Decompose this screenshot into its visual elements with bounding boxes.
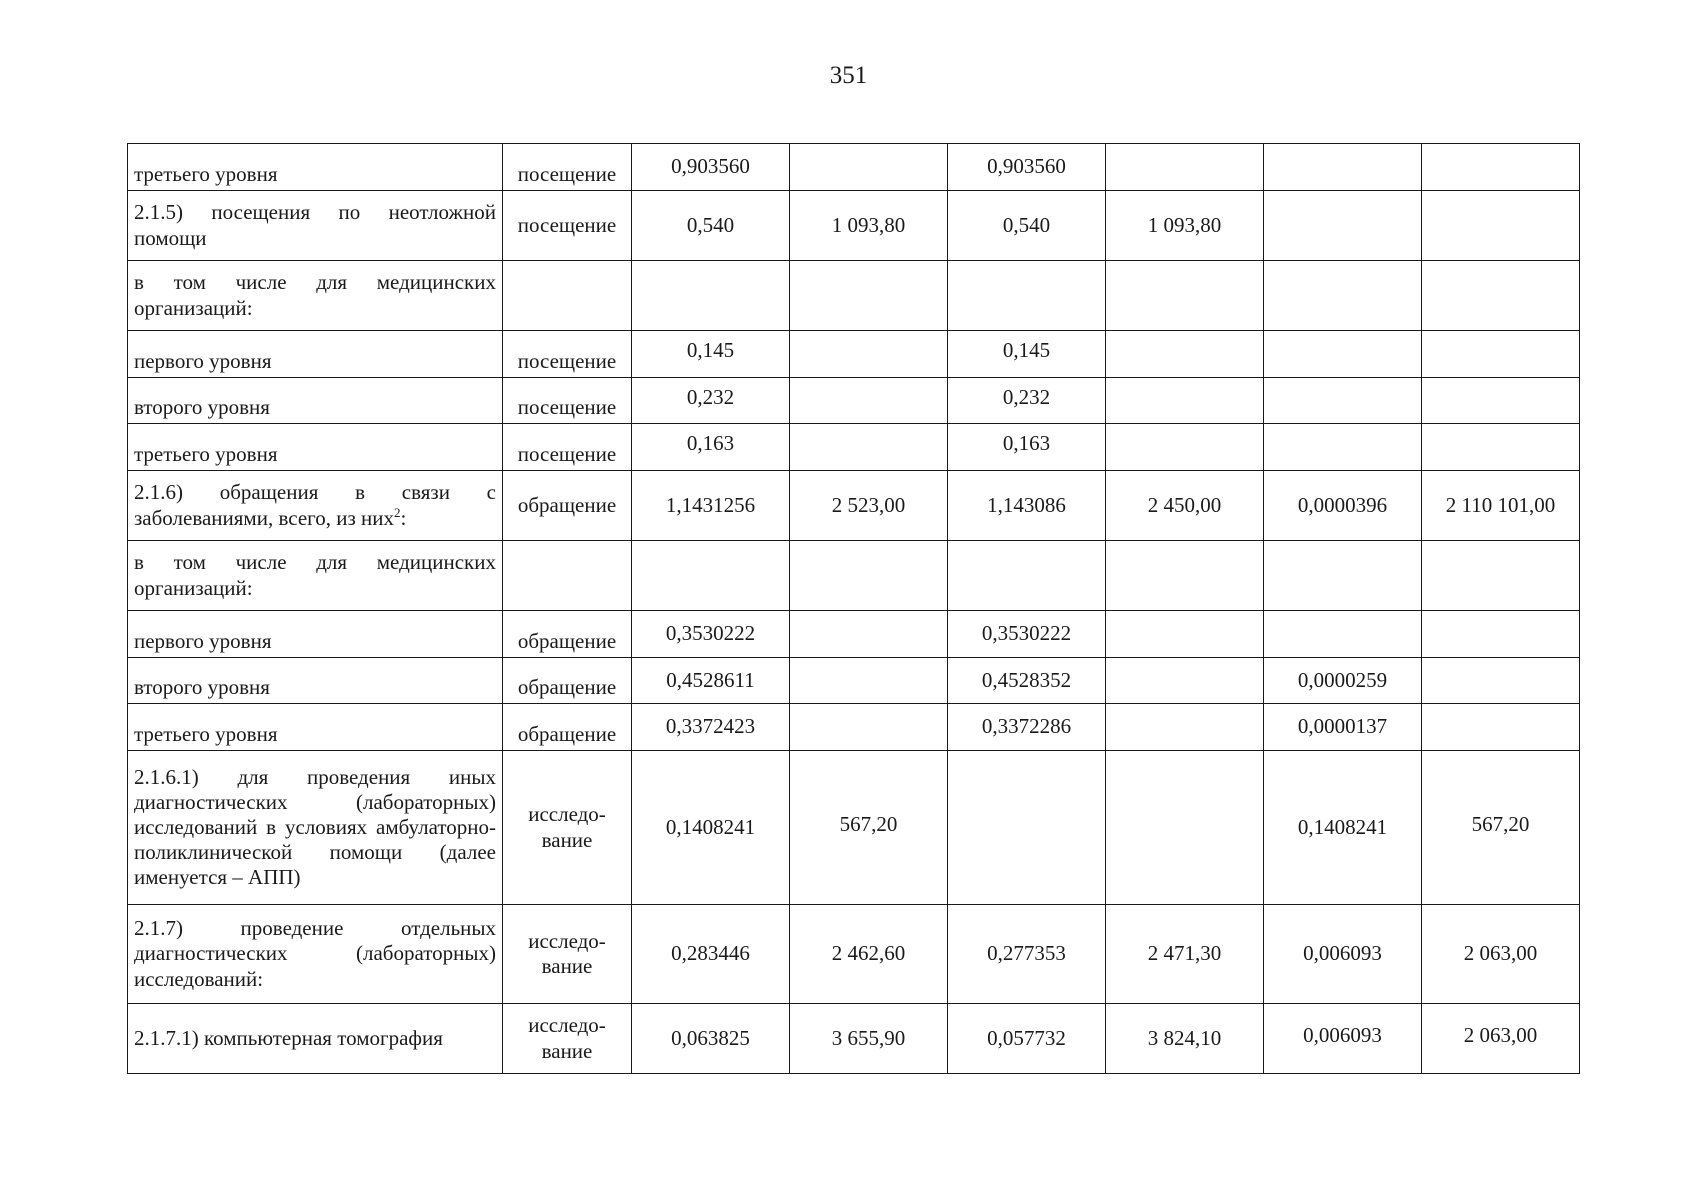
cell-value: 0,540 [948,191,1106,261]
cell-value: 0,540 [632,191,790,261]
cell-value: 2 063,00 [1422,905,1580,1004]
cell-value [1264,144,1422,191]
cell-value: 2 063,00 [1422,1004,1580,1074]
cell-value [1422,261,1580,331]
row-name [128,471,503,541]
cell-value: 0,3372286 [948,704,1106,751]
cell-value: 0,145 [948,331,1106,378]
cell-value: 2 450,00 [1106,471,1264,541]
cell-value [1264,541,1422,611]
row-name: первого уровня [128,611,503,658]
row-unit [503,261,632,331]
row-name-tail: : [400,505,407,530]
cell-value: 2 462,60 [790,905,948,1004]
cell-value [1422,704,1580,751]
cell-value: 0,0000396 [1264,471,1422,541]
row-unit [503,541,632,611]
cell-value [1264,378,1422,424]
table-row [128,471,1580,541]
data-table [127,143,1580,1074]
cell-value: 0,3372423 [632,704,790,751]
cell-value [1106,611,1264,658]
table-row [128,704,1580,751]
table-row [128,541,1580,611]
row-unit: обращение [503,611,632,658]
row-name: третьего уровня [128,704,503,751]
row-name: 2.1.5) посещения по неотложной помощи [128,191,503,261]
footnote-mark: 2 [394,504,401,520]
table-row [128,1004,1580,1074]
table-row [128,751,1580,905]
cell-value [1422,424,1580,471]
table-row [128,611,1580,658]
row-unit: посещение [503,191,632,261]
row-name: первого уровня [128,331,503,378]
cell-value [1106,658,1264,704]
cell-value: 3 655,90 [790,1004,948,1074]
cell-value: 0,3530222 [948,611,1106,658]
row-unit: исследо-вание [503,751,632,905]
cell-value [1106,144,1264,191]
cell-value [1106,541,1264,611]
cell-value [1422,331,1580,378]
row-name-text: 2.1.6) обращения в связи с заболеваниями, всего, из них [134,480,496,530]
cell-value [790,424,948,471]
cell-value [1106,261,1264,331]
row-unit: обращение [503,471,632,541]
cell-value: 0,006093 [1264,1004,1422,1074]
cell-value: 0,006093 [1264,905,1422,1004]
cell-value [1264,424,1422,471]
row-unit: посещение [503,144,632,191]
cell-value [1422,144,1580,191]
row-unit: обращение [503,704,632,751]
cell-value: 0,1408241 [632,751,790,905]
cell-value [1422,658,1580,704]
cell-value [948,541,1106,611]
row-unit: исследо-вание [503,905,632,1004]
cell-value: 1 093,80 [1106,191,1264,261]
row-unit: посещение [503,331,632,378]
cell-value [1264,331,1422,378]
table-row [128,331,1580,378]
cell-value: 0,0000137 [1264,704,1422,751]
cell-value [948,751,1106,905]
row-name: 2.1.7) проведение отдельных диагностических (лабораторных) исследований: [128,905,503,1004]
row-unit: обращение [503,658,632,704]
row-name: 2.1.7.1) компьютерная томография [128,1004,503,1074]
cell-value [790,144,948,191]
page-number: 351 [829,62,868,89]
row-name: третьего уровня [128,144,503,191]
cell-value: 0,4528611 [632,658,790,704]
row-unit: исследо-вание [503,1004,632,1074]
cell-value: 0,163 [948,424,1106,471]
cell-value: 0,232 [632,378,790,424]
cell-value: 0,063825 [632,1004,790,1074]
cell-value [1106,704,1264,751]
cell-value [790,378,948,424]
row-name: 2.1.6.1) для проведения иных диагностических (лабораторных) исследований в условиях амбулаторно-поликлинической помощи (далее именуется – АПП) [128,751,503,905]
row-name: второго уровня [128,378,503,424]
cell-value [790,331,948,378]
cell-value: 567,20 [790,751,948,905]
cell-value [790,704,948,751]
cell-value: 0,0000259 [1264,658,1422,704]
table-row [128,144,1580,191]
cell-value [790,658,948,704]
cell-value [1422,611,1580,658]
table-row [128,191,1580,261]
cell-value [1106,424,1264,471]
cell-value [790,541,948,611]
cell-value: 2 471,30 [1106,905,1264,1004]
cell-value: 0,145 [632,331,790,378]
cell-value: 2 523,00 [790,471,948,541]
cell-value: 2 110 101,00 [1422,471,1580,541]
row-name: второго уровня [128,658,503,704]
cell-value [632,541,790,611]
cell-value: 0,277353 [948,905,1106,1004]
row-name: в том числе для медицинских организаций: [128,261,503,331]
cell-value: 0,283446 [632,905,790,1004]
cell-value: 0,1408241 [1264,751,1422,905]
cell-value: 3 824,10 [1106,1004,1264,1074]
cell-value [790,261,948,331]
cell-value [1106,331,1264,378]
cell-value: 567,20 [1422,751,1580,905]
cell-value [948,261,1106,331]
cell-value [1264,261,1422,331]
cell-value: 0,4528352 [948,658,1106,704]
cell-value: 1,1431256 [632,471,790,541]
row-unit: посещение [503,378,632,424]
cell-value: 0,3530222 [632,611,790,658]
cell-value: 1,143086 [948,471,1106,541]
cell-value: 0,903560 [632,144,790,191]
cell-value [1422,191,1580,261]
row-name: третьего уровня [128,424,503,471]
table-row [128,658,1580,704]
cell-value [1106,378,1264,424]
row-unit: посещение [503,424,632,471]
cell-value [1264,191,1422,261]
table-row [128,378,1580,424]
cell-value [1422,378,1580,424]
table-row [128,905,1580,1004]
cell-value [790,611,948,658]
cell-value: 0,057732 [948,1004,1106,1074]
cell-value: 1 093,80 [790,191,948,261]
cell-value [1264,611,1422,658]
cell-value [632,261,790,331]
table-row [128,261,1580,331]
cell-value [1422,541,1580,611]
cell-value: 0,232 [948,378,1106,424]
row-name: в том числе для медицинских организаций: [128,541,503,611]
cell-value: 0,163 [632,424,790,471]
cell-value: 0,903560 [948,144,1106,191]
cell-value [1106,751,1264,905]
table-row [128,424,1580,471]
